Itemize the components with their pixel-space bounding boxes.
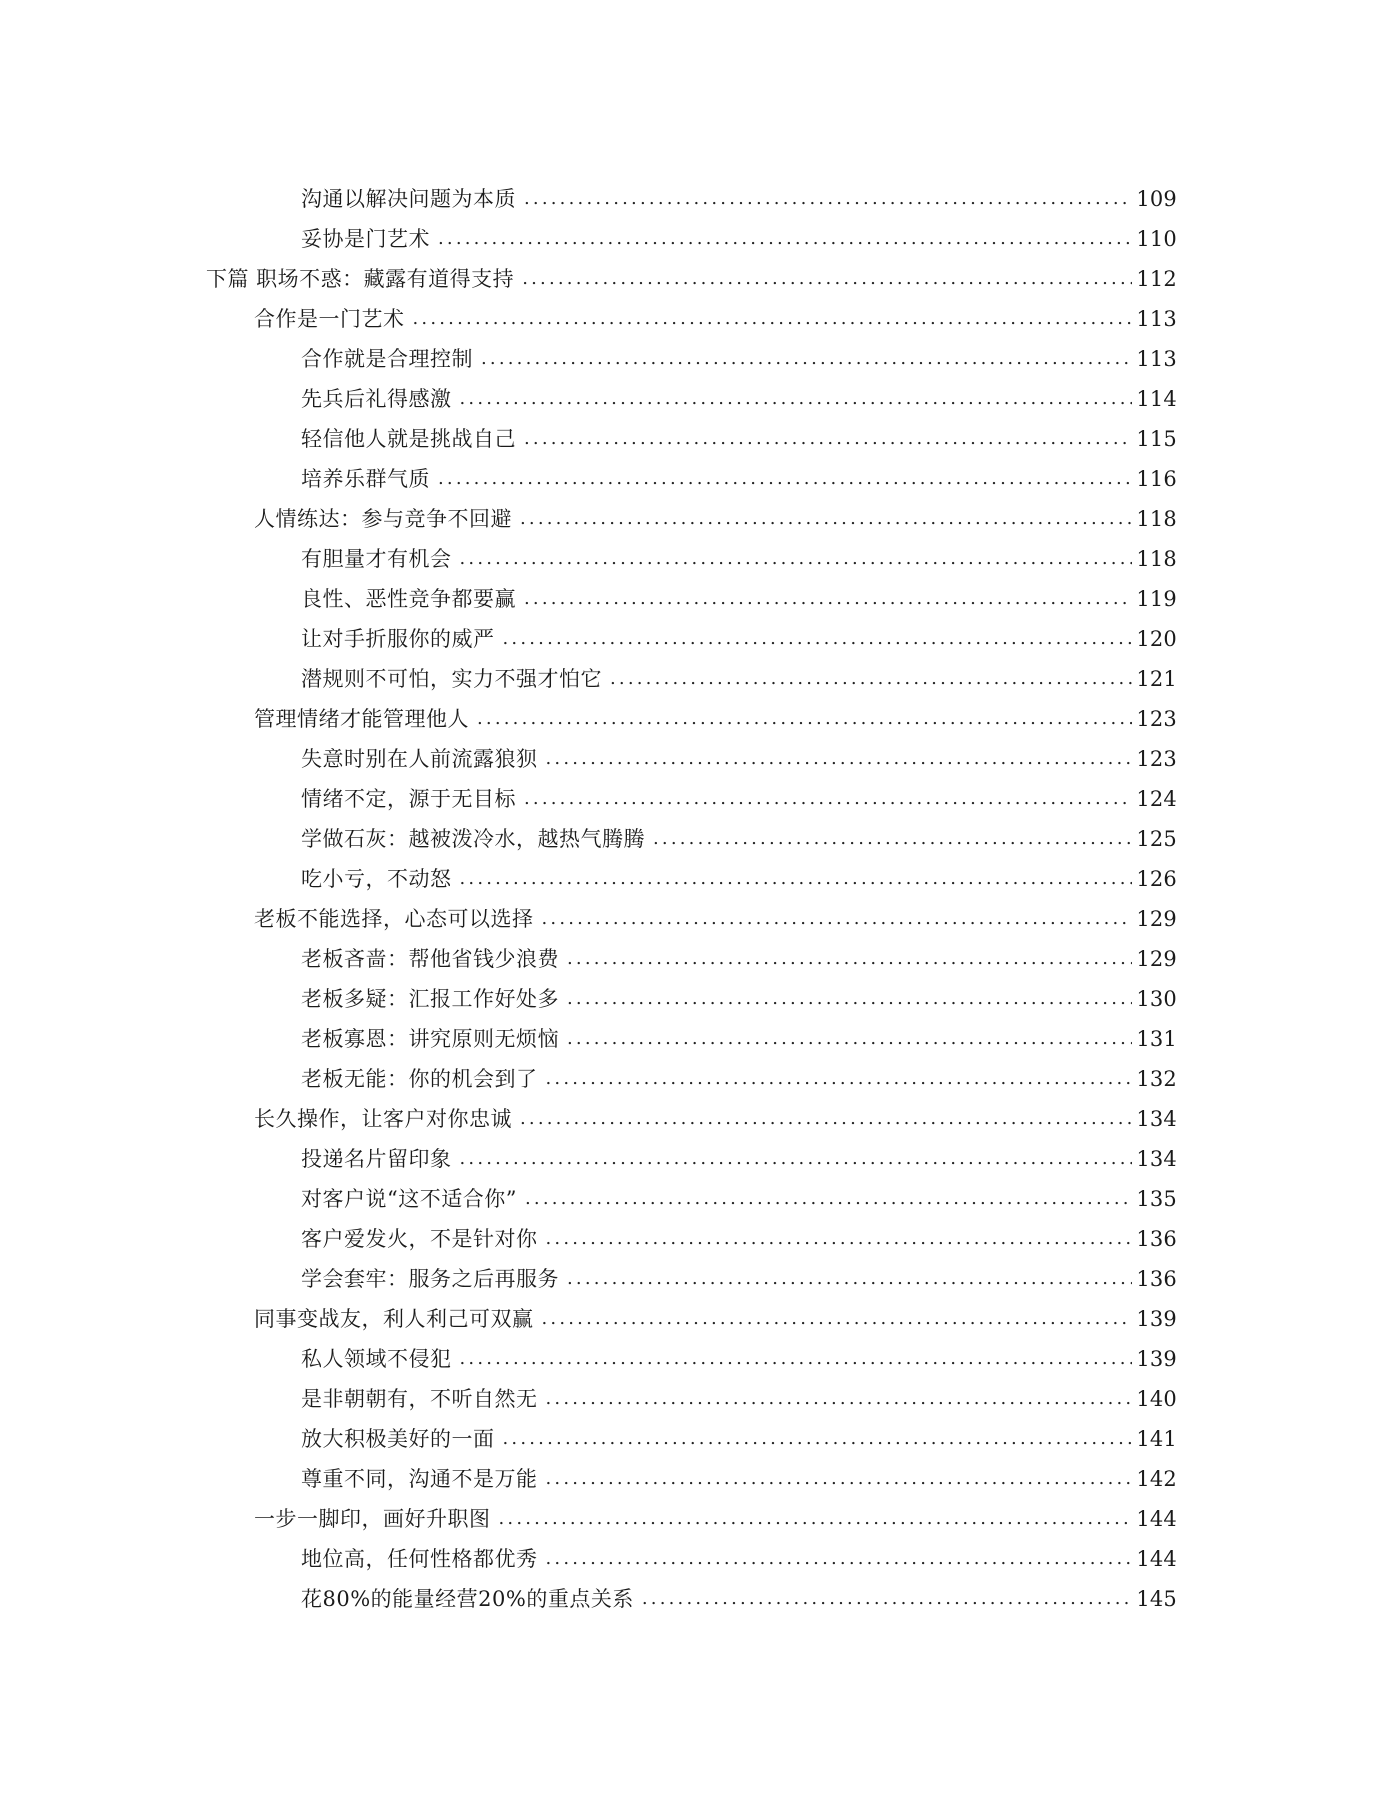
toc-entry-title: 是非朝朝有，不听自然无 <box>301 1387 538 1411</box>
toc-dot-leader <box>460 546 1133 572</box>
toc-entry-title: 学做石灰：越被泼冷水，越热气腾腾 <box>301 827 645 851</box>
toc-entry[interactable] <box>0 732 1391 772</box>
toc-entry-page-number: 141 <box>1136 1427 1177 1451</box>
toc-entry-title: 下篇 职场不惑：藏露有道得支持 <box>206 267 515 291</box>
toc-entry-page-number: 113 <box>1136 307 1177 331</box>
toc-dot-leader <box>524 426 1132 452</box>
toc-entry-title: 良性、恶性竞争都要赢 <box>301 587 516 611</box>
toc-entry-page-number: 123 <box>1136 747 1177 771</box>
toc-entry[interactable] <box>0 372 1391 412</box>
toc-entry-page-number: 134 <box>1136 1147 1177 1171</box>
toc-entry-title: 花80%的能量经营20%的重点关系 <box>301 1587 634 1611</box>
toc-entry[interactable] <box>0 1532 1391 1572</box>
toc-dot-leader <box>642 1586 1132 1612</box>
toc-entry-title: 学会套牢：服务之后再服务 <box>301 1267 559 1291</box>
toc-dot-leader <box>546 1546 1133 1572</box>
toc-entry-title: 私人领域不侵犯 <box>301 1347 452 1371</box>
toc-dot-leader <box>546 1066 1133 1092</box>
toc-dot-leader <box>546 1466 1133 1492</box>
toc-entry-title: 吃小亏，不动怒 <box>301 867 452 891</box>
toc-entry[interactable] <box>0 412 1391 452</box>
toc-dot-leader <box>503 626 1133 652</box>
toc-dot-leader <box>546 1386 1133 1412</box>
toc-entry-page-number: 144 <box>1136 1507 1177 1531</box>
toc-entry-title: 放大积极美好的一面 <box>301 1427 495 1451</box>
toc-entry[interactable] <box>0 772 1391 812</box>
toc-entry-page-number: 120 <box>1136 627 1177 651</box>
toc-entry-page-number: 140 <box>1136 1387 1177 1411</box>
toc-entry-page-number: 129 <box>1136 947 1177 971</box>
toc-entry[interactable] <box>0 1052 1391 1092</box>
toc-entry-page-number: 114 <box>1136 387 1177 411</box>
toc-entry-title: 客户爱发火，不是针对你 <box>301 1227 538 1251</box>
toc-entry-title: 管理情绪才能管理他人 <box>254 707 469 731</box>
toc-dot-leader <box>610 666 1132 692</box>
toc-entry-page-number: 131 <box>1136 1027 1177 1051</box>
toc-entry-page-number: 129 <box>1136 907 1177 931</box>
toc-dot-leader <box>522 266 1132 292</box>
toc-entry-title: 人情练达：参与竞争不回避 <box>254 507 512 531</box>
toc-entry-page-number: 124 <box>1136 787 1177 811</box>
toc-entry[interactable] <box>0 1332 1391 1372</box>
toc-entry[interactable] <box>0 892 1391 932</box>
toc-dot-leader <box>567 1026 1132 1052</box>
toc-dot-leader <box>438 466 1132 492</box>
toc-entry[interactable] <box>0 1412 1391 1452</box>
toc-entry[interactable] <box>0 972 1391 1012</box>
toc-entry[interactable] <box>0 532 1391 572</box>
toc-entry[interactable] <box>0 1012 1391 1052</box>
toc-dot-leader <box>477 706 1132 732</box>
toc-entry-title: 合作是一门艺术 <box>254 307 405 331</box>
toc-entry-title: 老板吝啬：帮他省钱少浪费 <box>301 947 559 971</box>
toc-entry-page-number: 144 <box>1136 1547 1177 1571</box>
toc-entry[interactable] <box>0 1092 1391 1132</box>
toc-entry[interactable] <box>0 1292 1391 1332</box>
toc-entry-page-number: 135 <box>1136 1187 1177 1211</box>
toc-dot-leader <box>460 1346 1133 1372</box>
toc-dot-leader <box>542 1306 1133 1332</box>
toc-entry-title: 老板寡恩：讲究原则无烦恼 <box>301 1027 559 1051</box>
toc-dot-leader <box>567 1266 1132 1292</box>
toc-entry[interactable] <box>0 252 1391 292</box>
toc-dot-leader <box>413 306 1133 332</box>
toc-entry[interactable] <box>0 1572 1391 1612</box>
toc-dot-leader <box>542 906 1133 932</box>
toc-entry-page-number: 113 <box>1136 347 1177 371</box>
toc-entry-title: 合作就是合理控制 <box>301 347 473 371</box>
toc-dot-leader <box>520 1106 1132 1132</box>
toc-dot-leader <box>499 1506 1133 1532</box>
toc-entry-title: 妥协是门艺术 <box>301 227 430 251</box>
toc-entry-page-number: 125 <box>1136 827 1177 851</box>
toc-entry-page-number: 139 <box>1136 1307 1177 1331</box>
toc-entry[interactable] <box>0 1172 1391 1212</box>
toc-entry[interactable] <box>0 572 1391 612</box>
toc-entry[interactable] <box>0 612 1391 652</box>
toc-entry-page-number: 134 <box>1136 1107 1177 1131</box>
toc-dot-leader <box>481 346 1132 372</box>
toc-entry-title: 轻信他人就是挑战自己 <box>301 427 516 451</box>
toc-entry-page-number: 145 <box>1136 1587 1177 1611</box>
toc-dot-leader <box>438 226 1132 252</box>
toc-entry-page-number: 109 <box>1136 187 1177 211</box>
toc-dot-leader <box>524 186 1132 212</box>
table-of-contents <box>0 172 1391 1612</box>
toc-dot-leader <box>546 1226 1133 1252</box>
toc-entry-page-number: 116 <box>1136 467 1177 491</box>
toc-entry[interactable] <box>0 932 1391 972</box>
toc-entry-page-number: 119 <box>1136 587 1177 611</box>
toc-entry[interactable] <box>0 172 1391 212</box>
toc-entry[interactable] <box>0 1492 1391 1532</box>
toc-dot-leader <box>653 826 1132 852</box>
toc-dot-leader <box>567 946 1132 972</box>
toc-entry-title: 老板不能选择，心态可以选择 <box>254 907 534 931</box>
toc-entry-title: 尊重不同，沟通不是万能 <box>301 1467 538 1491</box>
toc-entry-title: 同事变战友，利人利己可双赢 <box>254 1307 534 1331</box>
toc-entry-page-number: 123 <box>1136 707 1177 731</box>
toc-dot-leader <box>567 986 1132 1012</box>
toc-dot-leader <box>503 1426 1133 1452</box>
toc-dot-leader <box>460 386 1133 412</box>
toc-dot-leader <box>524 786 1132 812</box>
toc-entry[interactable] <box>0 332 1391 372</box>
toc-entry[interactable] <box>0 292 1391 332</box>
toc-entry[interactable] <box>0 452 1391 492</box>
toc-dot-leader <box>524 586 1132 612</box>
toc-dot-leader <box>460 1146 1133 1172</box>
toc-entry-page-number: 121 <box>1136 667 1177 691</box>
toc-entry-title: 一步一脚印，画好升职图 <box>254 1507 491 1531</box>
toc-entry-title: 沟通以解决问题为本质 <box>301 187 516 211</box>
toc-entry[interactable] <box>0 1252 1391 1292</box>
toc-entry[interactable] <box>0 652 1391 692</box>
toc-entry-page-number: 126 <box>1136 867 1177 891</box>
toc-entry-title: 让对手折服你的威严 <box>301 627 495 651</box>
toc-entry-title: 地位高，任何性格都优秀 <box>301 1547 538 1571</box>
toc-entry-title: 失意时别在人前流露狼狈 <box>301 747 538 771</box>
toc-entry-page-number: 112 <box>1136 267 1177 291</box>
toc-entry[interactable] <box>0 852 1391 892</box>
toc-entry[interactable] <box>0 1132 1391 1172</box>
toc-entry-title: 有胆量才有机会 <box>301 547 452 571</box>
toc-entry-page-number: 136 <box>1136 1227 1177 1251</box>
toc-entry-title: 老板多疑：汇报工作好处多 <box>301 987 559 1011</box>
toc-entry-page-number: 139 <box>1136 1347 1177 1371</box>
toc-entry-page-number: 136 <box>1136 1267 1177 1291</box>
toc-entry-title: 情绪不定，源于无目标 <box>301 787 516 811</box>
toc-entry-title: 长久操作，让客户对你忠诚 <box>254 1107 512 1131</box>
toc-entry-title: 对客户说“这不适合你” <box>301 1187 517 1211</box>
toc-entry-title: 潜规则不可怕，实力不强才怕它 <box>301 667 602 691</box>
toc-entry[interactable] <box>0 1212 1391 1252</box>
toc-entry[interactable] <box>0 812 1391 852</box>
toc-dot-leader <box>460 866 1133 892</box>
toc-entry[interactable] <box>0 492 1391 532</box>
toc-dot-leader <box>546 746 1133 772</box>
toc-entry-page-number: 115 <box>1136 427 1177 451</box>
toc-entry-page-number: 118 <box>1136 507 1177 531</box>
toc-entry-page-number: 142 <box>1136 1467 1177 1491</box>
toc-entry-title: 培养乐群气质 <box>301 467 430 491</box>
toc-entry[interactable] <box>0 1372 1391 1412</box>
toc-dot-leader <box>520 506 1132 532</box>
toc-entry-page-number: 110 <box>1136 227 1177 251</box>
toc-entry[interactable] <box>0 212 1391 252</box>
toc-entry-title: 投递名片留印象 <box>301 1147 452 1171</box>
toc-entry-page-number: 132 <box>1136 1067 1177 1091</box>
toc-dot-leader <box>525 1186 1132 1212</box>
toc-entry-title: 老板无能：你的机会到了 <box>301 1067 538 1091</box>
toc-entry-page-number: 130 <box>1136 987 1177 1011</box>
toc-entry[interactable] <box>0 692 1391 732</box>
toc-entry-page-number: 118 <box>1136 547 1177 571</box>
toc-entry-title: 先兵后礼得感激 <box>301 387 452 411</box>
toc-entry[interactable] <box>0 1452 1391 1492</box>
